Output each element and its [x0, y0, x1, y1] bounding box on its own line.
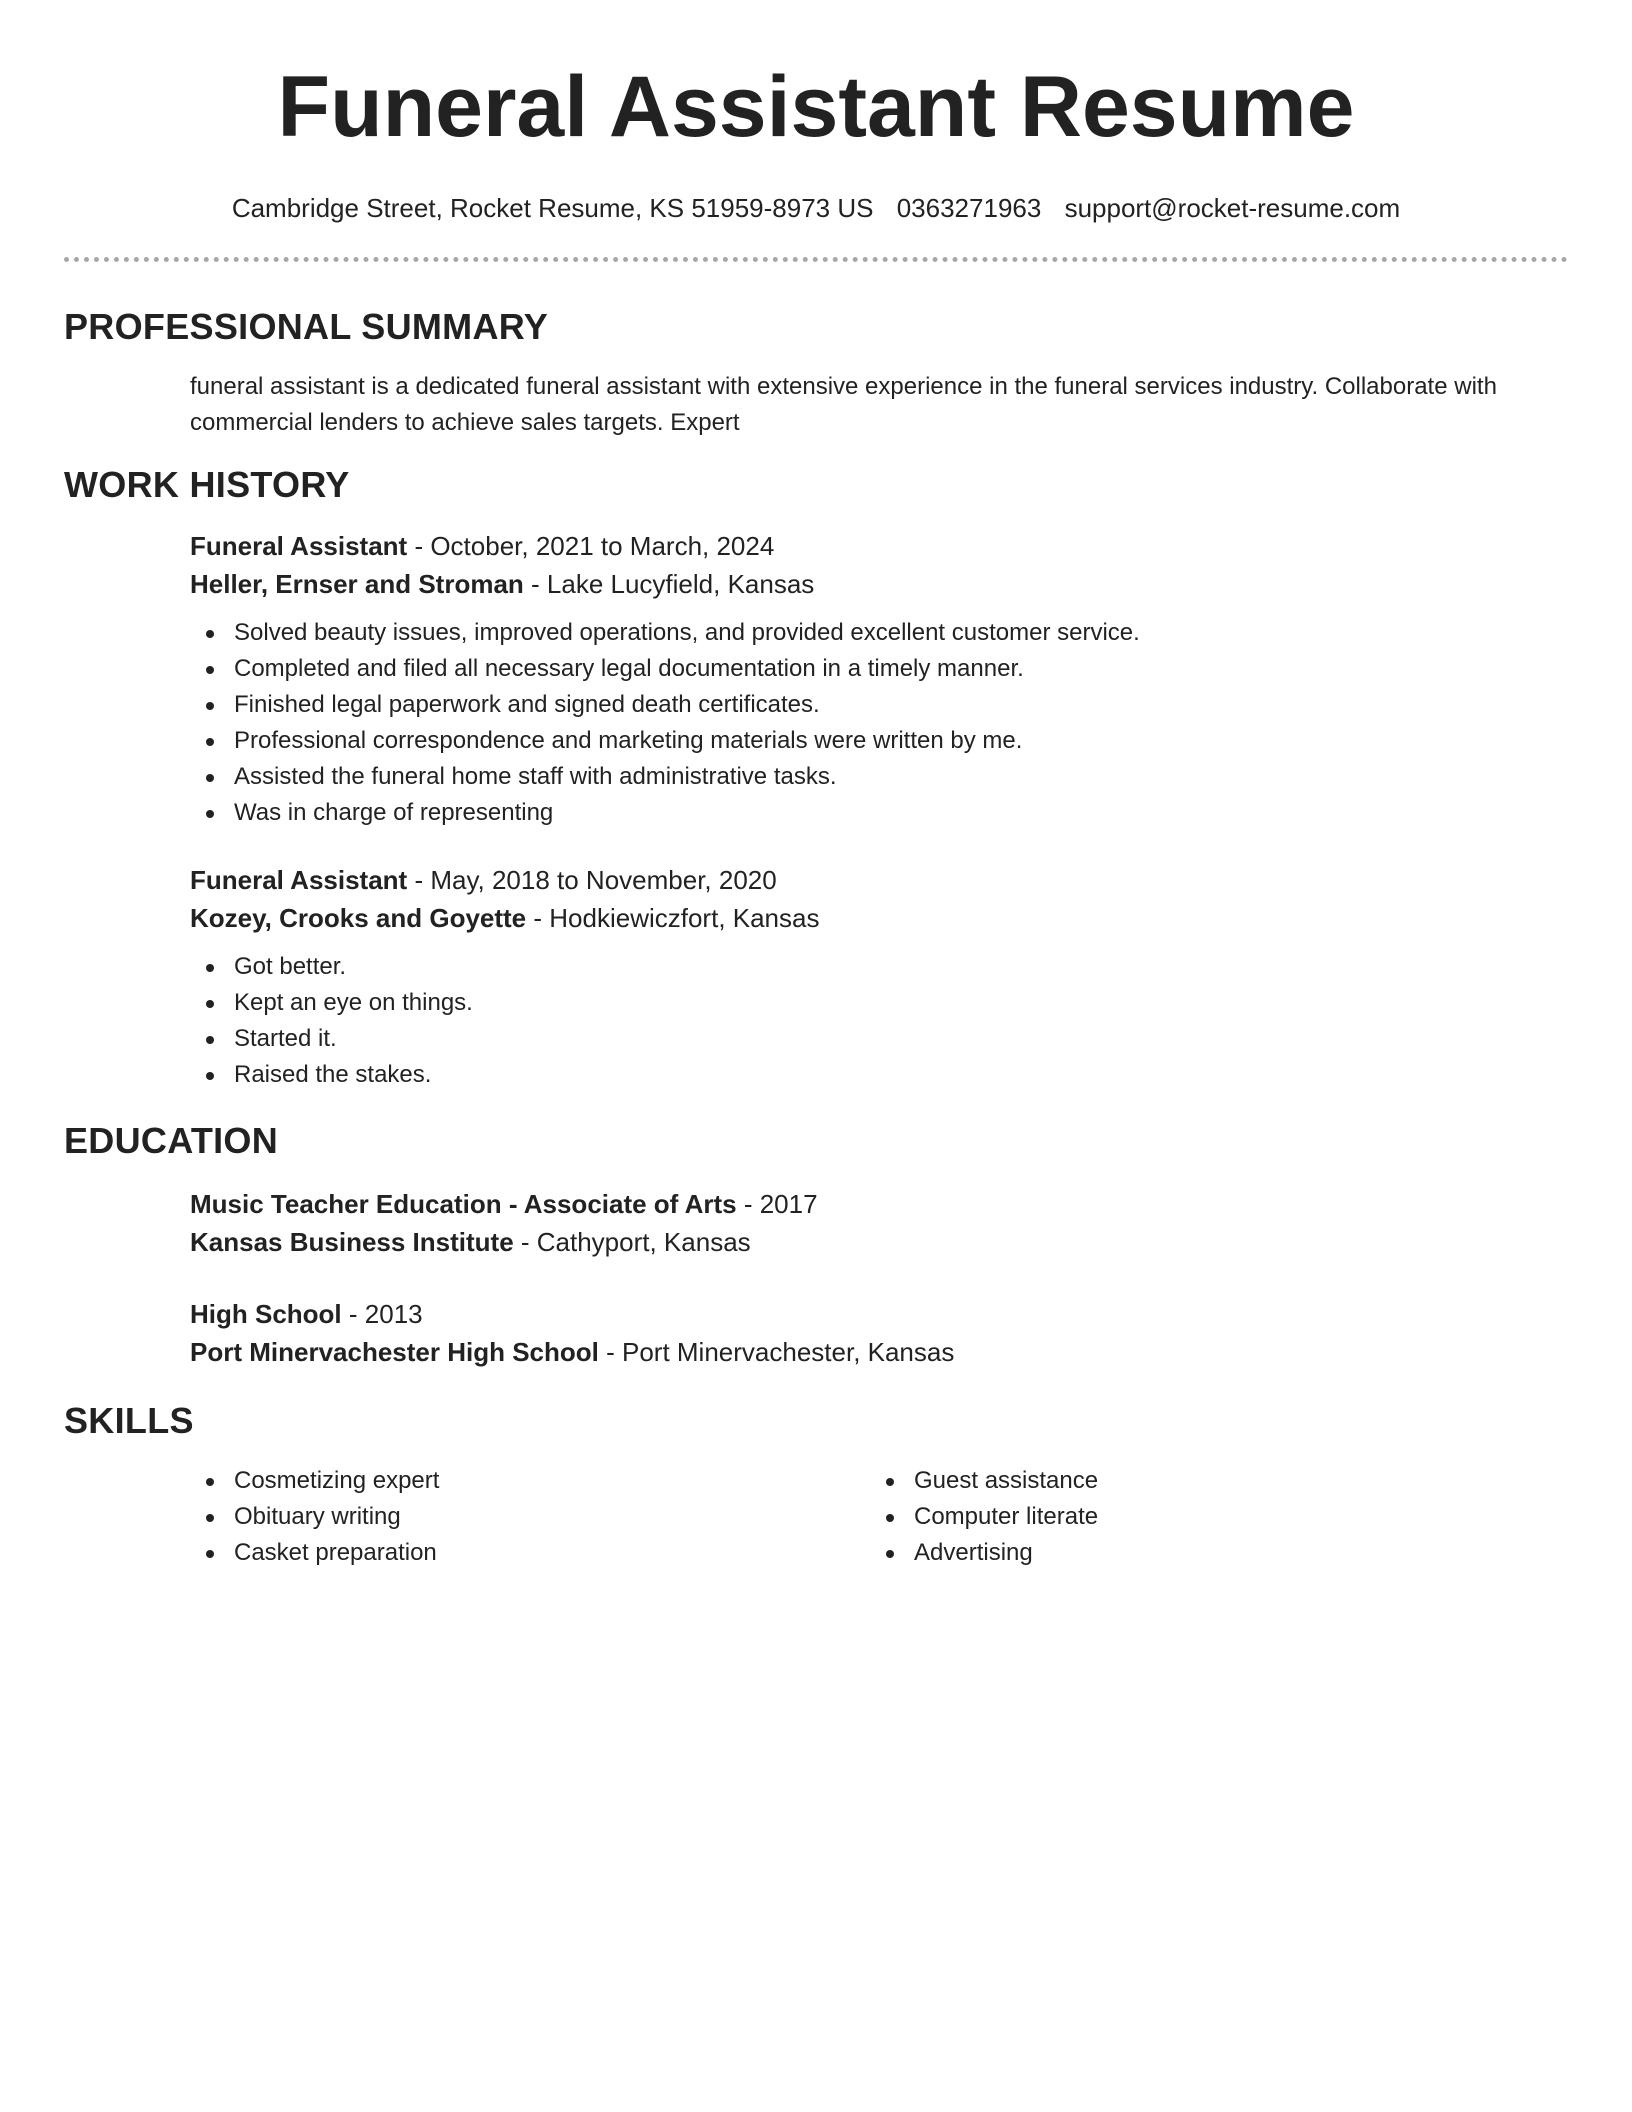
job-title: Funeral Assistant: [190, 531, 408, 561]
job-location: - Hodkiewiczfort, Kansas: [526, 903, 820, 933]
job-title-line: [190, 527, 1568, 565]
skills-column-left: [190, 1463, 870, 1571]
list-item: Guest assistance: [870, 1463, 1550, 1499]
list-item: Assisted the funeral home staff with administrative tasks.: [190, 759, 1568, 795]
contact-address: Cambridge Street, Rocket Resume, KS 51959-8973 US: [231, 193, 874, 223]
education-school-line: [190, 1333, 1568, 1371]
education-school: Kansas Business Institute: [190, 1227, 514, 1257]
summary-text: funeral assistant is a dedicated funeral assistant with extensive experience in the funeral services industry. Collaborate with commercial lenders to achieve sales targets. Expert: [190, 373, 1497, 436]
job-company: Kozey, Crooks and Goyette: [190, 903, 527, 933]
skills-list: [190, 1463, 870, 1571]
education-school: Port Minervachester High School: [190, 1337, 599, 1367]
skills-list: [870, 1463, 1550, 1571]
list-item: Got better.: [190, 949, 1568, 985]
bullet-dot: [206, 702, 214, 710]
job-location: - Lake Lucyfield, Kansas: [523, 569, 815, 599]
resume-title: Funeral Assistant Resume: [277, 59, 1355, 155]
bullet-dot: [206, 1550, 214, 1558]
bullet-dot: [886, 1478, 894, 1486]
job-dates: - October, 2021 to March, 2024: [407, 531, 775, 561]
list-item: Solved beauty issues, improved operations, and provided excellent customer service.: [190, 615, 1568, 651]
bullet-dot: [886, 1550, 894, 1558]
job-duties-list: [190, 949, 1568, 1093]
bullet-dot: [206, 738, 214, 746]
education-degree: Music Teacher Education - Associate of Arts: [190, 1189, 737, 1219]
bullet-dot: [206, 1000, 214, 1008]
skills-column-right: [870, 1463, 1550, 1571]
list-item: Was in charge of representing: [190, 795, 1568, 831]
bullet-dot: [206, 1514, 214, 1522]
bullet-dot: [206, 774, 214, 782]
job-title: Funeral Assistant: [190, 865, 408, 895]
bullet-dot: [206, 1478, 214, 1486]
education-location: - Port Minervachester, Kansas: [598, 1337, 955, 1367]
list-item: Casket preparation: [190, 1535, 870, 1571]
job-dates: - May, 2018 to November, 2020: [407, 865, 777, 895]
list-item: Advertising: [870, 1535, 1550, 1571]
education-year: - 2017: [736, 1189, 818, 1219]
contact-line: [64, 190, 1568, 226]
list-item: Obituary writing: [190, 1499, 870, 1535]
job-company: Heller, Ernser and Stroman: [190, 569, 524, 599]
bullet-dot: [206, 964, 214, 972]
contact-phone: 0363271963: [896, 193, 1042, 223]
list-item: Raised the stakes.: [190, 1057, 1568, 1093]
list-item: Completed and filed all necessary legal documentation in a timely manner.: [190, 651, 1568, 687]
skills-grid: [190, 1463, 1568, 1571]
education-degree: High School: [190, 1299, 342, 1329]
header-divider: [64, 257, 1568, 262]
education-degree-line: [190, 1185, 1568, 1223]
bullet-dot: [206, 666, 214, 674]
list-item: Cosmetizing expert: [190, 1463, 870, 1499]
education-school-line: [190, 1223, 1568, 1261]
education-year: - 2013: [341, 1299, 423, 1329]
job-entry-2: [190, 861, 1568, 1093]
education-entry-2: [190, 1295, 1568, 1371]
section-title-work-history: WORK HISTORY: [64, 464, 350, 505]
section-title-education: EDUCATION: [64, 1120, 279, 1161]
bullet-dot: [206, 1036, 214, 1044]
bullet-dot: [206, 630, 214, 638]
education-degree-line: [190, 1295, 1568, 1333]
list-item: Started it.: [190, 1021, 1568, 1057]
job-duties-list: [190, 615, 1568, 831]
education-entry-1: [190, 1185, 1568, 1261]
bullet-dot: [206, 810, 214, 818]
list-item: Kept an eye on things.: [190, 985, 1568, 1021]
job-title-line: [190, 861, 1568, 899]
resume-page: [64, 0, 1568, 1571]
job-company-line: [190, 565, 1568, 603]
list-item: Computer literate: [870, 1499, 1550, 1535]
section-title-skills: SKILLS: [64, 1400, 194, 1441]
contact-email: support@rocket-resume.com: [1064, 193, 1401, 223]
list-item: Professional correspondence and marketing materials were written by me.: [190, 723, 1568, 759]
job-entry-1: [190, 527, 1568, 831]
education-location: - Cathyport, Kansas: [513, 1227, 751, 1257]
bullet-dot: [206, 1072, 214, 1080]
job-company-line: [190, 899, 1568, 937]
list-item: Finished legal paperwork and signed death certificates.: [190, 687, 1568, 723]
bullet-dot: [886, 1514, 894, 1522]
section-title-summary: PROFESSIONAL SUMMARY: [64, 306, 549, 347]
